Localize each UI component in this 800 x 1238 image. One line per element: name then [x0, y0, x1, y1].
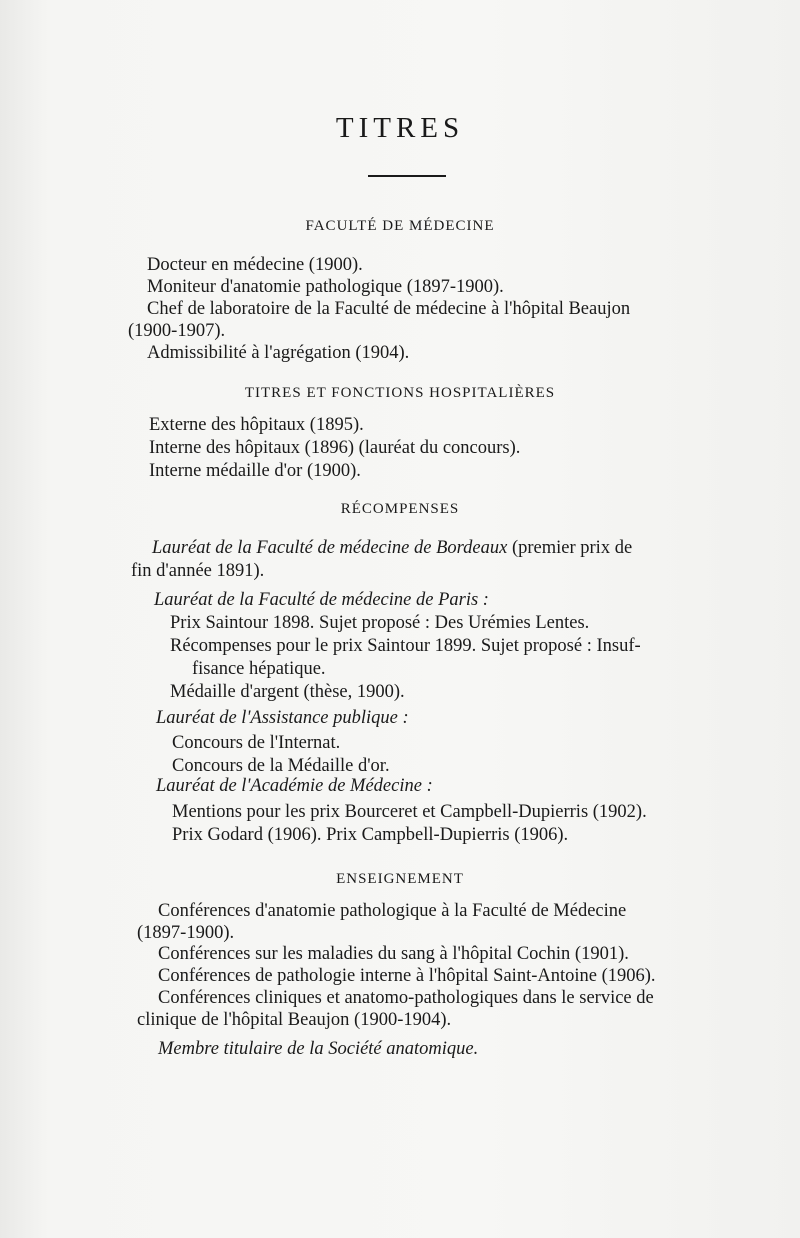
section-heading-recompenses: RÉCOMPENSES — [340, 501, 460, 517]
paris-item: fisance hépatique. — [192, 659, 326, 679]
assistance-item: Concours de l'Internat. — [172, 733, 341, 753]
enseignement-item: (1897-1900). — [137, 923, 235, 943]
academie-label: Lauréat de l'Académie de Médecine : — [156, 776, 433, 796]
paris-label: Lauréat de la Faculté de médecine de Paris : — [154, 590, 489, 610]
faculte-item: Docteur en médecine (1900). — [147, 255, 363, 275]
faculte-item: Admissibilité à l'agrégation (1904). — [147, 343, 410, 363]
paris-item: Prix Saintour 1898. Sujet proposé : Des Urémies Lentes. — [170, 613, 590, 633]
paris-item: Médaille d'argent (thèse, 1900). — [170, 682, 405, 702]
bordeaux-line — [152, 538, 632, 559]
enseignement-item: clinique de l'hôpital Beaujon (1900-1904). — [137, 1010, 452, 1030]
enseignement-item: Conférences de pathologie interne à l'hôpital Saint-Antoine (1906). — [158, 966, 656, 986]
hospitalier-item: Externe des hôpitaux (1895). — [149, 415, 364, 435]
section-heading-hospitaliers: TITRES ET FONCTIONS HOSPITALIÈRES — [244, 385, 556, 401]
bordeaux-line-2: fin d'année 1891). — [131, 561, 265, 581]
hospitalier-item: Interne des hôpitaux (1896) (lauréat du concours). — [149, 438, 521, 458]
assistance-label: Lauréat de l'Assistance publique : — [156, 708, 409, 728]
enseignement-item: Conférences cliniques et anatomo-pathologiques dans le service de — [158, 988, 654, 1008]
enseignement-item: Conférences d'anatomie pathologique à la Faculté de Médecine — [158, 901, 627, 921]
section-heading-faculte: FACULTÉ DE MÉDECINE — [305, 218, 495, 234]
membre-line: Membre titulaire de la Société anatomique. — [158, 1039, 479, 1059]
academie-item: Prix Godard (1906). Prix Campbell-Dupierris (1906). — [172, 825, 569, 845]
hospitalier-item: Interne médaille d'or (1900). — [149, 461, 361, 481]
faculte-item: (1900-1907). — [128, 321, 226, 341]
academie-item: Mentions pour les prix Bourceret et Campbell-Dupierris (1902). — [172, 802, 647, 822]
faculte-item: Moniteur d'anatomie pathologique (1897-1900). — [147, 277, 504, 297]
bordeaux-rest: (premier prix de — [507, 538, 633, 558]
page-title: TITRES — [335, 112, 465, 144]
paris-item: Récompenses pour le prix Saintour 1899. Sujet proposé : Insuf- — [170, 636, 641, 656]
bordeaux-italic: Lauréat de la Faculté de médecine de Bordeaux — [152, 538, 508, 558]
title-rule — [368, 175, 446, 177]
section-heading-enseignement: ENSEIGNEMENT — [336, 871, 464, 887]
enseignement-item: Conférences sur les maladies du sang à l'hôpital Cochin (1901). — [158, 944, 629, 964]
faculte-item: Chef de laboratoire de la Faculté de médecine à l'hôpital Beaujon — [147, 299, 631, 319]
assistance-item: Concours de la Médaille d'or. — [172, 756, 390, 776]
